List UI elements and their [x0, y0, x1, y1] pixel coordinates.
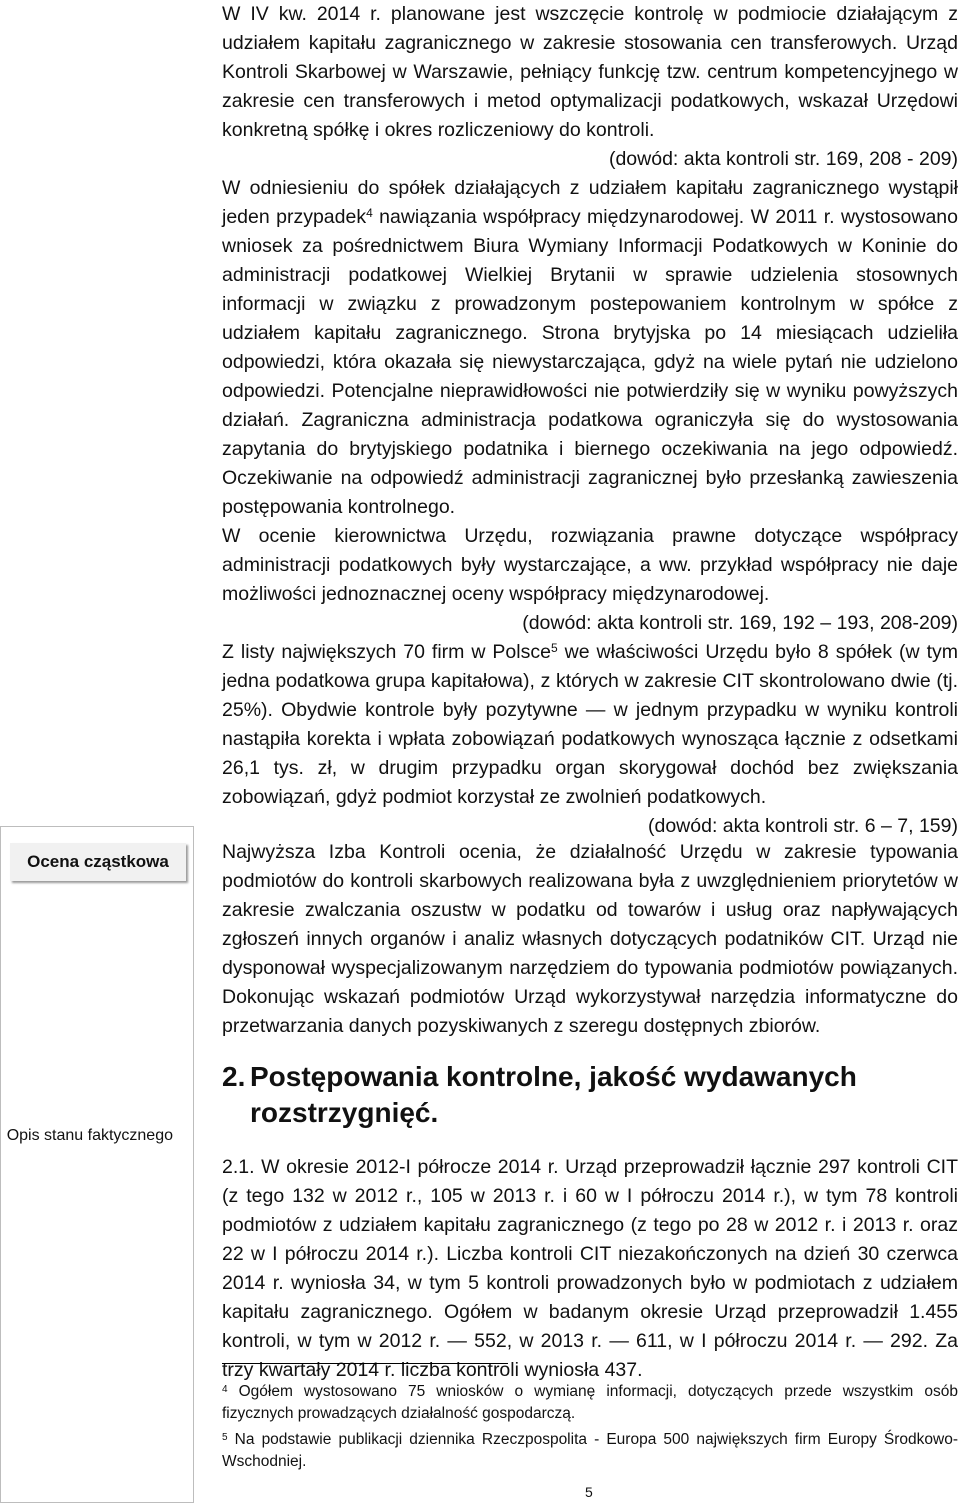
- footnote-separator: [222, 1363, 508, 1364]
- evidence-reference: (dowód: akta kontroli str. 169, 208 - 209): [608, 148, 958, 170]
- paragraph-management-assessment: W ocenie kierownictwa Urzędu, rozwiązania prawne dotyczące współpracy administracji podatkowych były wystarczające, a ww. przykład współpracy nie daje możliwości jednoznacznej oceny współpracy międzynarodowej.: [222, 525, 958, 605]
- section-heading: [222, 1059, 958, 1131]
- footnote-ref[interactable]: 4: [366, 206, 373, 220]
- footnote-5: [222, 1429, 958, 1473]
- footnote-4: [222, 1381, 958, 1425]
- assessment-section: [222, 838, 958, 1385]
- paragraph-text: W odniesieniu do spółek działających z udziałem kapitału zagranicznego wystąpił jeden przypadek: [222, 177, 958, 228]
- evidence-reference: (dowód: akta kontroli str. 169, 192 – 193, 208-209): [522, 612, 958, 634]
- footnote-number: 5: [222, 1432, 228, 1443]
- paragraph-text: nawiązania współpracy międzynarodowej. W 2011 r. wystosowano wniosek za pośrednictwem Biura Wymiany Informacji Podatkowych w Koninie do administracji podatkowej Wielkiej Brytanii w sprawie udzielenia stosownych informacji w związku z prowadzonym postepowaniem kontrolnym w spółce z udziałem kapitału zagranicznego. Strona brytyjska po 14 miesiącach udzieliła odpowiedzi, która okazała się niewystarczająca, gdyż na wiele pytań nie udzielono odpowiedzi. Potencjalne nieprawidłowości nie potwierdziły się w wyniku powyższych działań. Zagraniczna administracja podatkowa ograniczyła się do wystosowania zapytania do brytyjskiego podatnika i biernego oczekiwania na jego odpowiedź. Oczekiwanie na odpowiedź administracji zagranicznej było przesłanką zawieszenia postępowania kontrolnego.: [222, 206, 958, 518]
- paragraph-text: Z listy największych 70 firm w Polsce: [222, 641, 551, 663]
- footnotes: [222, 1381, 958, 1477]
- heading-text: Postępowania kontrolne, jakość wydawanych rozstrzygnięć.: [250, 1061, 857, 1128]
- footnote-ref[interactable]: 5: [550, 641, 558, 655]
- paragraph-text: we właściwości Urzędu było 8 spółek (w tym jedna podatkowa grupa kapitałowa), z których w zakresie CIT skontrolowano dwie (tj. 25%). Obydwie kontrole były pozytywne — w jednym przypadku w wyniku kontroli nastąpiła korekta i wpłata zobowiązań podatkowych wynosząca łącznie z odsetkami 26,1 tys. zł, w drugim przypadku organ skorygował dochód bez zwiększania zobowiązań, gdyż podmiot korzystał ze zwolnień podatkowych.: [222, 641, 959, 808]
- top-section: [222, 0, 958, 841]
- paragraph-transfer-pricing: W IV kw. 2014 r. planowane jest wszczęcie kontrolę w podmiocie działającym z udziałem kapitału zagranicznego w zakresie stosowania cen transferowych. Urząd Kontroli Skarbowej w Warszawie, pełniący funkcję tzw. centrum kompetencyjnego w zakresie cen transferowych i metod optymalizacji podatkowych, wskazał Urzędowi konkretną spółkę i okres rozliczeniowy do kontroli.: [222, 3, 958, 141]
- evidence-reference: (dowód: akta kontroli str. 6 – 7, 159): [647, 815, 958, 837]
- footnote-number: 4: [222, 1384, 228, 1395]
- footnote-text: Ogółem wystosowano 75 wniosków o wymianę informacji, dotyczących przede wszystkim osób fizycznych prowadzących działalność gospodarczą.: [222, 1383, 958, 1422]
- page-number: 5: [585, 1484, 593, 1500]
- partial-assessment-label: Ocena cząstkowa: [10, 843, 186, 881]
- facts-description-label: Opis stanu faktycznego: [6, 1127, 173, 1144]
- heading-number: 2.: [222, 1061, 246, 1092]
- margin-sidebar: [0, 826, 194, 1503]
- paragraph-nik-assessment: Najwyższa Izba Kontroli ocenia, że działalność Urzędu w zakresie typowania podmiotów do kontroli skarbowych realizowana była z uwzględnieniem priorytetów w zakresie zwalczania oszustw w podatku od towarów i usług oraz napływających zgłoszeń innych organów i analiz własnych dotyczących podatników CIT. Urząd nie dysponował wyspecjalizowanym narzędziem do typowania podmiotów powiązanych. Dokonując wskazań podmiotów Urząd wykorzystywał narzędzia informatyczne do przetwarzania danych pozyskiwanych z szeregu dostępnych zbiorów.: [222, 841, 958, 1037]
- footnote-text: Na podstawie publikacji dziennika Rzeczpospolita - Europa 500 największych firm Europy Środkowo-Wschodniej.: [222, 1431, 958, 1470]
- paragraph-2-1: 2.1. W okresie 2012-I półrocze 2014 r. Urząd przeprowadził łącznie 297 kontroli CIT (z tego 132 w 2012 r., 105 w 2013 r. i 60 w I półroczu 2014 r.), w tym 78 kontroli podmiotów z udziałem kapitału zagranicznego (z tego po 28 w 2012 r. i 2013 r. oraz 22 w I półroczu 2014 r.). Liczba kontroli CIT niezakończonych na dzień 30 czerwca 2014 r. wyniosła 34, w tym 5 kontroli prowadzonych było w podmiotach z udziałem kapitału zagranicznego. Ogółem w badanym okresie Urząd przeprowadził 1.455 kontroli, w tym w 2012 r. — 552, w 2013 r. — 611, w I półroczu 2014 r. — 292. Za trzy kwartały 2014 r. liczba kontroli wyniosła 437.: [222, 1156, 958, 1381]
- paragraph-largest-firms: [222, 638, 958, 812]
- paragraph-international-cooperation: [222, 174, 958, 522]
